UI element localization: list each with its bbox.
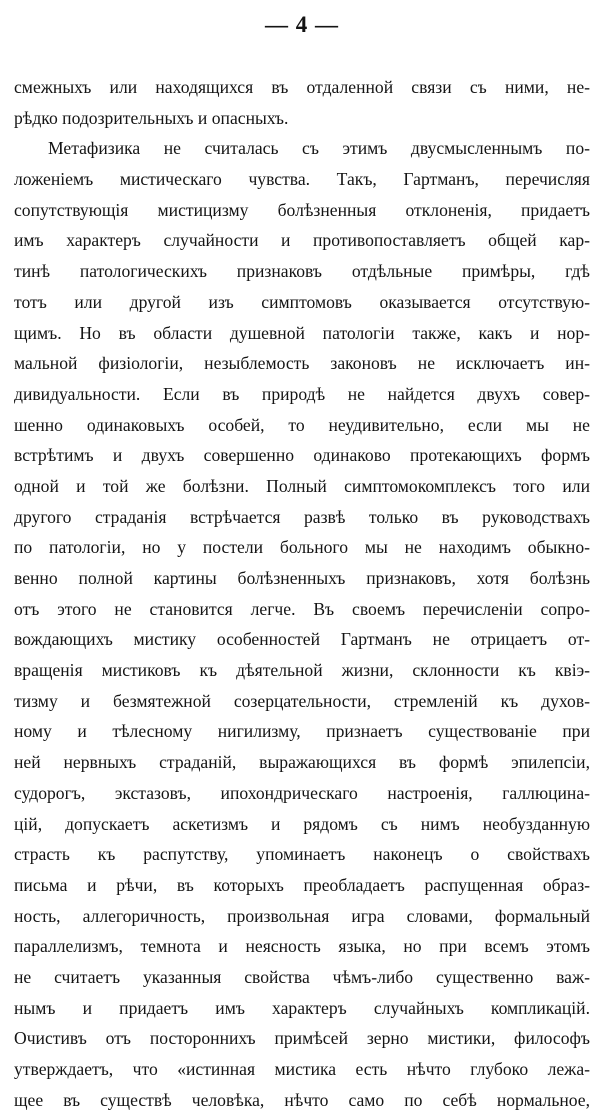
text-line: щее въ существѣ человѣка, нѣчто само по себѣ нормальное, [14,1089,590,1110]
text-line: параллелизмъ, темнота и неясность языка, но при всемъ этомъ [14,936,590,957]
text-line: утверждаетъ, что «истинная мистика есть нѣчто глубоко лежа- [14,1059,590,1079]
text-line: вращенія мистиковъ къ дѣятельной жизни, склонности къ квіэ- [14,660,590,681]
text-line: не считаетъ указанныя свойства чѣмъ-либо существенно важ- [14,966,590,987]
text-line: ному и тѣлесному нигилизму, признаетъ существованіе при [14,721,590,742]
text-line: щимъ. Но въ области душевной патологіи также, какъ и нор- [14,322,590,343]
text-line: Метафизика не считалась съ этимъ двусмысленнымъ по- [48,138,590,159]
page-number-header: — 4 — [265,12,339,37]
text-line: ложеніемъ мистическаго чувства. Такъ, Гартманъ, перечисляя [14,169,590,190]
text-line: дивидуальности. Если въ природѣ не найдется двухъ совер- [14,383,590,404]
text-line: другого страданія встрѣчается развѣ только въ руководствахъ [14,506,590,527]
text-line: смежныхъ или находящихся въ отдаленной связи съ ними, не- [14,77,590,97]
text-line: мальной физіологіи, незыблемость законовъ не исключаетъ ин- [14,353,590,374]
text-line: письма и рѣчи, въ которыхъ преобладаетъ распущенная образ- [14,874,590,895]
text-line: отъ этого не становится легче. Въ своемъ перечисленіи сопро- [14,598,590,619]
text-line: нымъ и придаетъ имъ характеръ случайныхъ компликацій. [14,997,590,1018]
text-line: одной и той же болѣзни. Полный симптомокомплексъ того или [14,475,590,496]
text-line: Очистивъ отъ постороннихъ примѣсей зерно мистики, философъ [14,1028,590,1049]
text-line: тинѣ патологическихъ признаковъ отдѣльные примѣры, гдѣ [14,261,590,282]
text-line: ней нервныхъ страданій, выражающихся въ формѣ эпилепсіи, [14,752,590,773]
text-line: тотъ или другой изъ симптомовъ оказывается отсутствую- [14,291,590,312]
text-line: страсть къ распутству, упоминаетъ наконецъ о свойствахъ [14,844,590,865]
text-line: судорогъ, экстазовъ, ипохондрическаго настроенія, галлюцина- [14,782,590,803]
body-text [14,72,590,1115]
text-line: шенно одинаковыхъ особей, то неудивительно, если мы не [14,414,590,435]
text-line: вождающихъ мистику особенностей Гартманъ не отрицаетъ от- [14,629,590,650]
text-line: имъ характеръ случайности и противопоставляетъ общей кар- [14,230,590,251]
text-line: по патологіи, но у постели больного мы не находимъ обыкно- [14,537,590,558]
text-line: встрѣтимъ и двухъ совершенно одинаково протекающихъ формъ [14,445,590,466]
text-line: венно полной картины болѣзненныхъ признаковъ, хотя болѣзнь [14,568,590,588]
text-line: сопутствующія мистицизму болѣзненныя отклоненія, придаетъ [14,199,590,220]
text-line: цій, допускаетъ аскетизмъ и рядомъ съ нимъ необузданную [14,813,590,834]
text-line: рѣдко подозрительныхъ и опасныхъ. [14,107,289,128]
text-line: тизму и безмятежной созерцательности, стремленій къ духов- [14,690,590,711]
text-line: ность, аллегоричность, произвольная игра словами, формальный [14,905,590,926]
